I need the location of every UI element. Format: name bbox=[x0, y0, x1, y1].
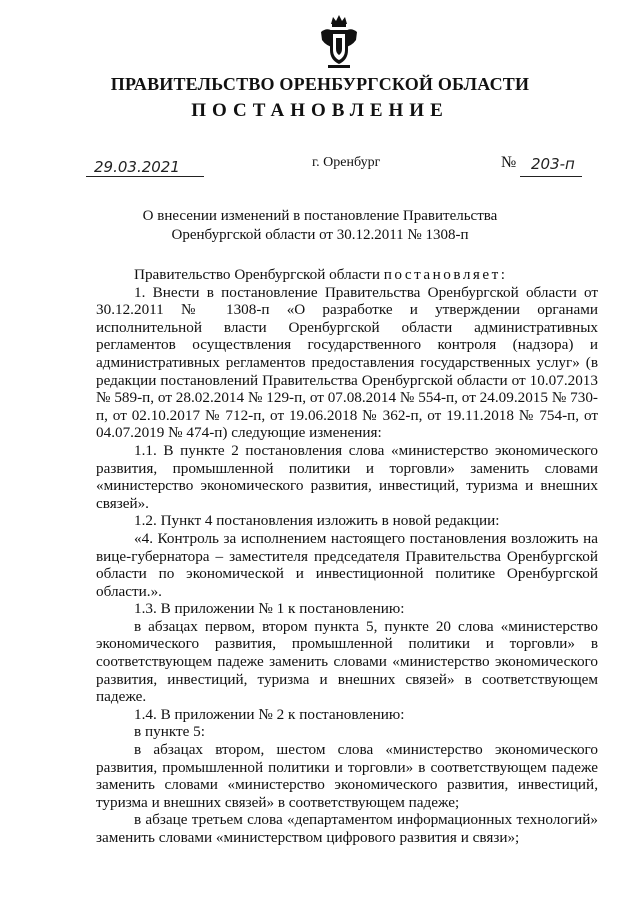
paragraph: 1. Внести в постановление Правительства Оренбургской области от 30.12.2011 № 1308-п «О разработке и утверждении органами исполнительной власти Оренбургской области административных регламентов осуществления государственного контроля (надзора) и административных регламентов предоставления государственных услуг» (в редакции постановлений Правительства Оренбургской области от 10.07.2013 № 589-п, от 28.02.2014 № 129-п, от 07.08.2014 № 554-п, от 24.09.2015 № 730-п, от 02.10.2017 № 712-п, от 19.06.2018 № 362-п, от 19.11.2018 № 754-п, от 04.07.2019 № 474-п) следующие изменения: bbox=[96, 283, 598, 442]
paragraph: 1.1. В пункте 2 постановления слова «министерство экономического развития, промышленной политики и торговли» заменить словами «министерство экономического развития, инвестиций, туризма и внешних связей». bbox=[96, 441, 598, 512]
paragraph: «4. Контроль за исполнением настоящего постановления возложить на вице-губернатора – заместителя председателя Правительства Оренбургской области по экономической и инвестиционной политике Оренбургской области.». bbox=[96, 529, 598, 600]
document-date: 29.03.2021 bbox=[94, 158, 180, 176]
paragraph: 1.2. Пункт 4 постановления изложить в новой редакции: bbox=[134, 512, 500, 530]
paragraph: в пункте 5: bbox=[134, 723, 205, 741]
date-underline bbox=[86, 176, 204, 177]
number-underline bbox=[520, 176, 582, 177]
document-subject bbox=[0, 207, 640, 245]
intro-paragraph bbox=[96, 266, 598, 284]
coat-of-arms-icon bbox=[318, 14, 360, 70]
paragraph: в абзаце третьем слова «департаментом информационных технологий» заменить словами «министерством цифрового развития и связи»; bbox=[96, 811, 598, 846]
subject-line-2: Оренбургской области от 30.12.2011 № 1308-п bbox=[171, 227, 469, 243]
organization-name: ПРАВИТЕЛЬСТВО ОРЕНБУРГСКОЙ ОБЛАСТИ bbox=[110, 74, 530, 94]
intro-prefix: Правительство Оренбургской области bbox=[134, 266, 384, 283]
intro-resolves: постановляет: bbox=[383, 266, 508, 283]
document-number: 203-п bbox=[531, 155, 575, 173]
number-sign: № bbox=[501, 154, 517, 171]
document-city: г. Оренбург bbox=[312, 155, 381, 170]
paragraph: в абзацах втором, шестом слова «министерство экономического развития, промышленной политики и торговли» в соответствующем падеже заменить словами «министерство экономического развития, инвестиций, туризма и внешних связей» в соответствующем падеже; bbox=[96, 741, 598, 811]
paragraph: 1.3. В приложении № 1 к постановлению: bbox=[134, 600, 405, 618]
document-body bbox=[96, 266, 598, 847]
paragraph: 1.4. В приложении № 2 к постановлению: bbox=[134, 705, 405, 723]
document-type: ПОСТАНОВЛЕНИЕ bbox=[191, 100, 449, 121]
subject-line-1: О внесении изменений в постановление Правительства bbox=[142, 208, 498, 224]
paragraph: в абзацах первом, втором пункта 5, пункте 20 слова «министерство экономического развития, промышленной политики и торговли» в соответствующем падеже заменить словами «министерство экономического развития, инвестиций, туризма и внешних связей» в соответствующем падеже. bbox=[96, 617, 598, 706]
